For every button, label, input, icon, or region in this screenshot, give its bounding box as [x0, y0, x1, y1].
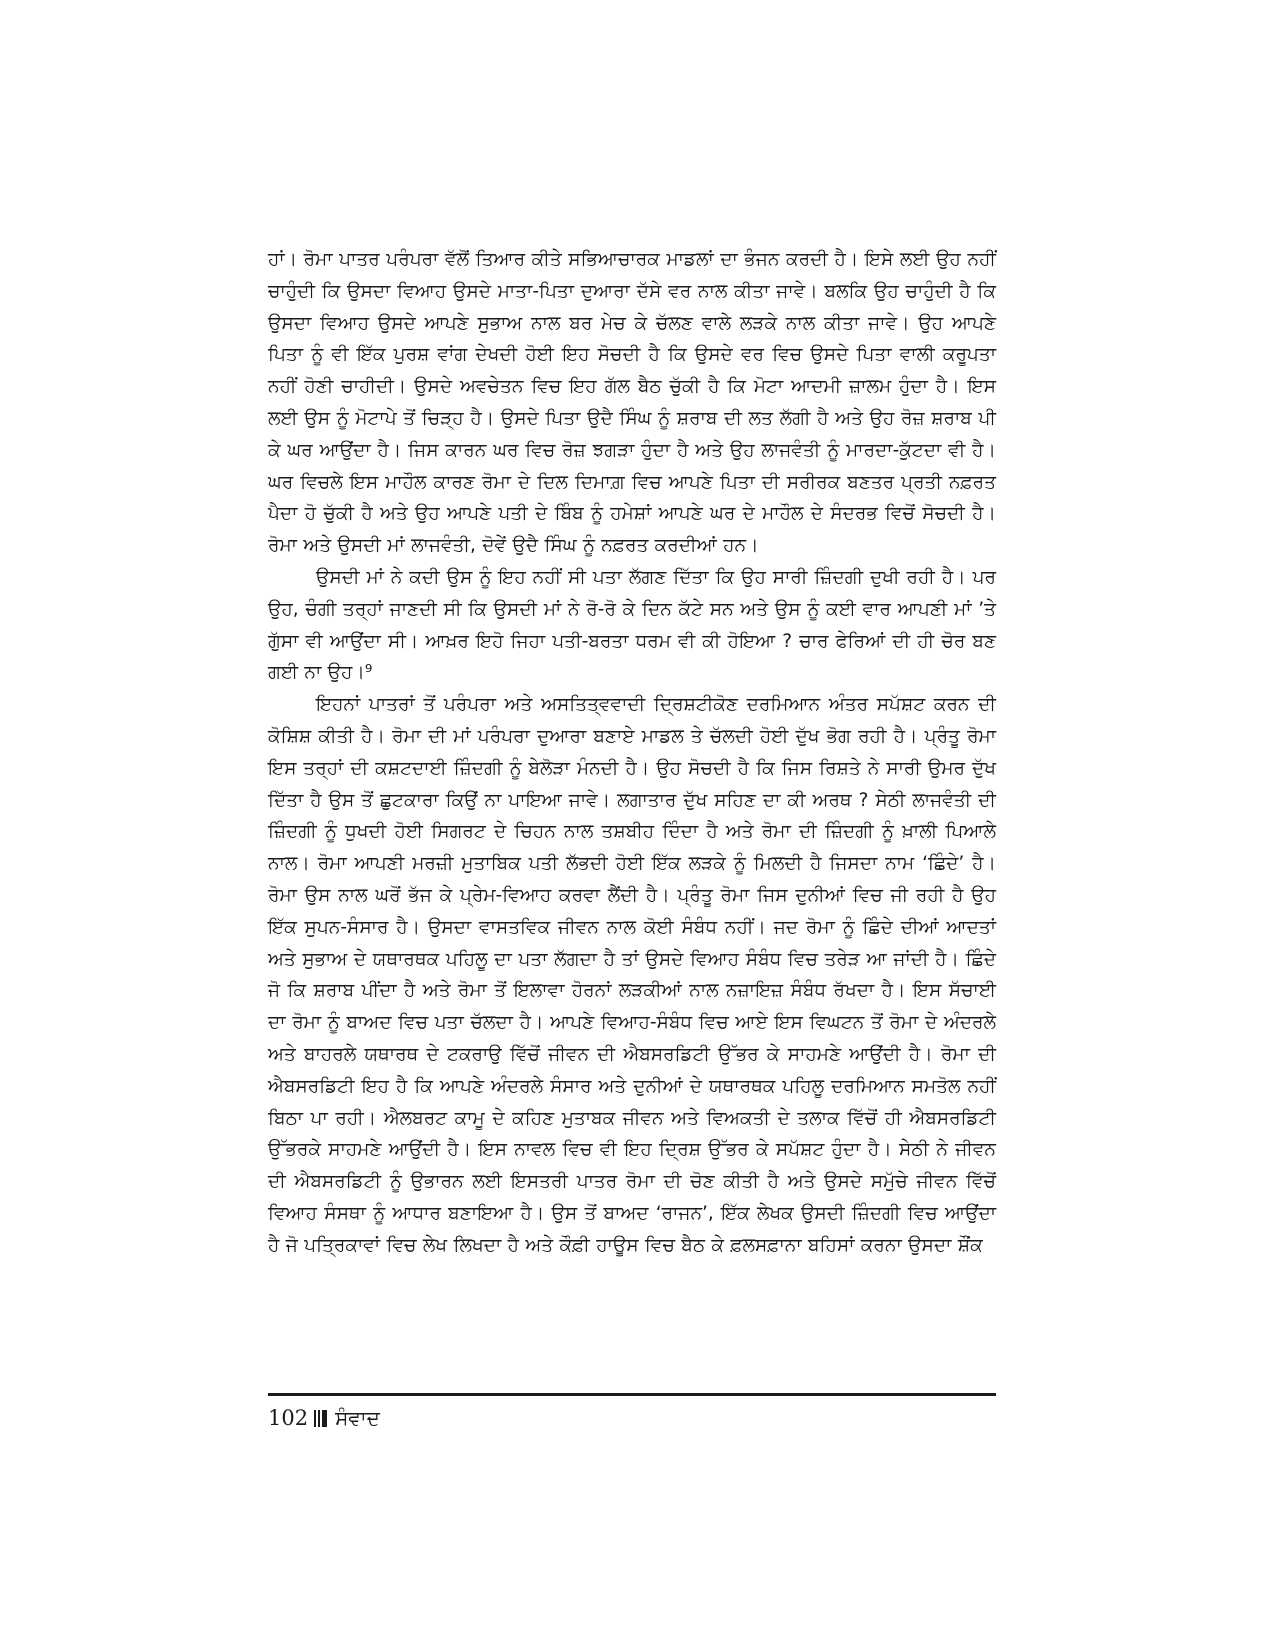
paragraph-2: ਉਸਦੀ ਮਾਂ ਨੇ ਕਦੀ ਉਸ ਨੂੰ ਇਹ ਨਹੀਂ ਸੀ ਪਤਾ ਲੱਗਣ ਦਿੱਤਾ ਕਿ ਉਹ ਸਾਰੀ ਜ਼ਿੰਦਗੀ ਦੁਖੀ ਰਹੀ ਹੈ। ਪਰ ਉਹ, ਚੰਗੀ ਤਰ੍ਹਾਂ ਜਾਣਦੀ ਸੀ ਕਿ ਉਸਦੀ ਮਾਂ ਨੇ ਰੋ-ਰੋ ਕੇ ਦਿਨ ਕੱਟੇ ਸਨ ਅਤੇ ਉਸ ਨੂੰ ਕਈ ਵਾਰ ਆਪਣੀ ਮਾਂ ’ਤੇ ਗੁੱਸਾ ਵੀ ਆਉਂਦਾ ਸੀ। ਆਖ਼ਰ ਇਹੋ ਜਿਹਾ ਪਤੀ-ਬਰਤਾ ਧਰਮ ਵੀ ਕੀ ਹੋਇਆ ? ਚਾਰ ਫੇਰਿਆਂ ਦੀ ਹੀ ਚੋਰ ਬਣ ਗਈ ਨਾ ਉਹ।⁹: [268, 566, 996, 684]
page-footer: [268, 1402, 380, 1434]
journal-name: ਸੰਵਾਦ: [335, 1406, 380, 1430]
paragraph-3: ਇਹਨਾਂ ਪਾਤਰਾਂ ਤੋਂ ਪਰੰਪਰਾ ਅਤੇ ਅਸਤਿਤ੍ਵਵਾਦੀ ਦ੍ਰਿਸ਼ਟੀਕੋਣ ਦਰਮਿਆਨ ਅੰਤਰ ਸਪੱਸ਼ਟ ਕਰਨ ਦੀ ਕੋਸ਼ਿਸ਼ ਕੀਤੀ ਹੈ। ਰੋਮਾ ਦੀ ਮਾਂ ਪਰੰਪਰਾ ਦੁਆਰਾ ਬਣਾਏ ਮਾਡਲ ਤੇ ਚੱਲਦੀ ਹੋਈ ਦੁੱਖ ਭੋਗ ਰਹੀ ਹੈ। ਪ੍ਰੰਤੂ ਰੋਮਾ ਇਸ ਤਰ੍ਹਾਂ ਦੀ ਕਸ਼ਟਦਾਈ ਜ਼ਿੰਦਗੀ ਨੂੰ ਬੇਲੋੜਾ ਮੰਨਦੀ ਹੈ। ਉਹ ਸੋਚਦੀ ਹੈ ਕਿ ਜਿਸ ਰਿਸ਼ਤੇ ਨੇ ਸਾਰੀ ਉਮਰ ਦੁੱਖ ਦਿੱਤਾ ਹੈ ਉਸ ਤੋਂ ਛੁਟਕਾਰਾ ਕਿਉਂ ਨਾ ਪਾਇਆ ਜਾਵੇ। ਲਗਾਤਾਰ ਦੁੱਖ ਸਹਿਣ ਦਾ ਕੀ ਅਰਥ ? ਸੇਠੀ ਲਾਜਵੰਤੀ ਦੀ ਜ਼ਿੰਦਗੀ ਨੂੰ ਧੁਖਦੀ ਹੋਈ ਸਿਗਰਟ ਦੇ ਚਿਹਨ ਨਾਲ ਤਸ਼ਬੀਹ ਦਿੰਦਾ ਹੈ ਅਤੇ ਰੋਮਾ ਦੀ ਜ਼ਿੰਦਗੀ ਨੂੰ ਖ਼ਾਲੀ ਪਿਆਲੇ ਨਾਲ। ਰੋਮਾ ਆਪਣੀ ਮਰਜ਼ੀ ਮੁਤਾਬਿਕ ਪਤੀ ਲੱਭਦੀ ਹੋਈ ਇੱਕ ਲੜਕੇ ਨੂੰ ਮਿਲਦੀ ਹੈ ਜਿਸਦਾ ਨਾਮ ‘ਛਿੰਦੇ’ ਹੈ। ਰੋਮਾ ਉਸ ਨਾਲ ਘਰੋਂ ਭੱਜ ਕੇ ਪ੍ਰੇਮ-ਵਿਆਹ ਕਰਵਾ ਲੈਂਦੀ ਹੈ। ਪ੍ਰੰਤੂ ਰੋਮਾ ਜਿਸ ਦੁਨੀਆਂ ਵਿਚ ਜੀ ਰਹੀ ਹੈ ਉਹ ਇੱਕ ਸੁਪਨ-ਸੰਸਾਰ ਹੈ। ਉਸਦਾ ਵਾਸਤਵਿਕ ਜੀਵਨ ਨਾਲ ਕੋਈ ਸੰਬੰਧ ਨਹੀਂ। ਜਦ ਰੋਮਾ ਨੂੰ ਛਿੰਦੇ ਦੀਆਂ ਆਦਤਾਂ ਅਤੇ ਸੁਭਾਅ ਦੇ ਯਥਾਰਥਕ ਪਹਿਲੂ ਦਾ ਪਤਾ ਲੱਗਦਾ ਹੈ ਤਾਂ ਉਸਦੇ ਵਿਆਹ ਸੰਬੰਧ ਵਿਚ ਤਰੇੜ ਆ ਜਾਂਦੀ ਹੈ। ਛਿੰਦੇ ਜੋ ਕਿ ਸ਼ਰਾਬ ਪੀਂਦਾ ਹੈ ਅਤੇ ਰੋਮਾ ਤੋਂ ਇਲਾਵਾ ਹੋਰਨਾਂ ਲੜਕੀਆਂ ਨਾਲ ਨਜ਼ਾਇਜ਼ ਸੰਬੰਧ ਰੱਖਦਾ ਹੈ। ਇਸ ਸੱਚਾਈ ਦਾ ਰੋਮਾ ਨੂੰ ਬਾਅਦ ਵਿਚ ਪਤਾ ਚੱਲਦਾ ਹੈ। ਆਪਣੇ ਵਿਆਹ-ਸੰਬੰਧ ਵਿਚ ਆਏ ਇਸ ਵਿਘਟਨ ਤੋਂ ਰੋਮਾ ਦੇ ਅੰਦਰਲੇ ਅਤੇ ਬਾਹਰਲੇ ਯਥਾਰਥ ਦੇ ਟਕਰਾਉ ਵਿੱਚੋਂ ਜੀਵਨ ਦੀ ਐਬਸਰਡਿਟੀ ਉੱਭਰ ਕੇ ਸਾਹਮਣੇ ਆਉਂਦੀ ਹੈ। ਰੋਮਾ ਦੀ ਐਬਸਰਡਿਟੀ ਇਹ ਹੈ ਕਿ ਆਪਣੇ ਅੰਦਰਲੇ ਸੰਸਾਰ ਅਤੇ ਦੁਨੀਆਂ ਦੇ ਯਥਾਰਥਕ ਪਹਿਲੂ ਦਰਮਿਆਨ ਸਮਤੋਲ ਨਹੀਂ ਬਿਠਾ ਪਾ ਰਹੀ। ਐਲਬਰਟ ਕਾਮੂ ਦੇ ਕਹਿਣ ਮੁਤਾਬਕ ਜੀਵਨ ਅਤੇ ਵਿਅਕਤੀ ਦੇ ਤਲਾਕ ਵਿੱਚੋਂ ਹੀ ਐਬਸਰਡਿਟੀ ਉੱਭਰਕੇ ਸਾਹਮਣੇ ਆਉਂਦੀ ਹੈ। ਇਸ ਨਾਵਲ ਵਿਚ ਵੀ ਇਹ ਦ੍ਰਿਸ਼ ਉੱਭਰ ਕੇ ਸਪੱਸ਼ਟ ਹੁੰਦਾ ਹੈ। ਸੇਠੀ ਨੇ ਜੀਵਨ ਦੀ ਐਬਸਰਡਿਟੀ ਨੂੰ ਉਭਾਰਨ ਲਈ ਇਸਤਰੀ ਪਾਤਰ ਰੋਮਾ ਦੀ ਚੋਣ ਕੀਤੀ ਹੈ ਅਤੇ ਉਸਦੇ ਸਮੁੱਚੇ ਜੀਵਨ ਵਿੱਚੋਂ ਵਿਆਹ ਸੰਸਥਾ ਨੂੰ ਆਧਾਰ ਬਣਾਇਆ ਹੈ। ਉਸ ਤੋਂ ਬਾਅਦ ‘ਰਾਜਨ’, ਇੱਕ ਲੇਖਕ ਉਸਦੀ ਜ਼ਿੰਦਗੀ ਵਿਚ ਆਉਂਦਾ ਹੈ ਜੋ ਪਤ੍ਰਿਕਾਵਾਂ ਵਿਚ ਲੇਖ ਲਿਖਦਾ ਹੈ ਅਤੇ ਕੌਫ਼ੀ ਹਾਊਸ ਵਿਚ ਬੈਠ ਕੇ ਫ਼ਲਸਫ਼ਾਨਾ ਬਹਿਸਾਂ ਕਰਨਾ ਉਸਦਾ ਸ਼ੌਂਕ: [268, 694, 996, 1256]
page-number: 102: [268, 1406, 309, 1430]
footer-rule: [268, 1393, 996, 1396]
triple-bar-separator-icon: [314, 1410, 329, 1427]
paragraph-1: ਹਾਂ। ਰੋਮਾ ਪਾਤਰ ਪਰੰਪਰਾ ਵੱਲੋਂ ਤਿਆਰ ਕੀਤੇ ਸਭਿਆਚਾਰਕ ਮਾਡਲਾਂ ਦਾ ਭੰਜਨ ਕਰਦੀ ਹੈ। ਇਸੇ ਲਈ ਉਹ ਨਹੀਂ ਚਾਹੁੰਦੀ ਕਿ ਉਸਦਾ ਵਿਆਹ ਉਸਦੇ ਮਾਤਾ-ਪਿਤਾ ਦੁਆਰਾ ਦੱਸੇ ਵਰ ਨਾਲ ਕੀਤਾ ਜਾਵੇ। ਬਲਕਿ ਉਹ ਚਾਹੁੰਦੀ ਹੈ ਕਿ ਉਸਦਾ ਵਿਆਹ ਉਸਦੇ ਆਪਣੇ ਸੁਭਾਅ ਨਾਲ ਬਰ ਮੇਚ ਕੇ ਚੱਲਣ ਵਾਲੇ ਲੜਕੇ ਨਾਲ ਕੀਤਾ ਜਾਵੇ। ਉਹ ਆਪਣੇ ਪਿਤਾ ਨੂੰ ਵੀ ਇੱਕ ਪੁਰਸ਼ ਵਾਂਗ ਦੇਖਦੀ ਹੋਈ ਇਹ ਸੋਚਦੀ ਹੈ ਕਿ ਉਸਦੇ ਵਰ ਵਿਚ ਉਸਦੇ ਪਿਤਾ ਵਾਲੀ ਕਰੂਪਤਾ ਨਹੀਂ ਹੋਣੀ ਚਾਹੀਦੀ। ਉਸਦੇ ਅਵਚੇਤਨ ਵਿਚ ਇਹ ਗੱਲ ਬੈਠ ਚੁੱਕੀ ਹੈ ਕਿ ਮੋਟਾ ਆਦਮੀ ਜ਼ਾਲਮ ਹੁੰਦਾ ਹੈ। ਇਸ ਲਈ ਉਸ ਨੂੰ ਮੋਟਾਪੇ ਤੋਂ ਚਿੜ੍ਹ ਹੈ। ਉਸਦੇ ਪਿਤਾ ਉਦੈ ਸਿੰਘ ਨੂੰ ਸ਼ਰਾਬ ਦੀ ਲਤ ਲੱਗੀ ਹੈ ਅਤੇ ਉਹ ਰੋਜ਼ ਸ਼ਰਾਬ ਪੀ ਕੇ ਘਰ ਆਉਂਦਾ ਹੈ। ਜਿਸ ਕਾਰਨ ਘਰ ਵਿਚ ਰੋਜ਼ ਝਗੜਾ ਹੁੰਦਾ ਹੈ ਅਤੇ ਉਹ ਲਾਜਵੰਤੀ ਨੂੰ ਮਾਰਦਾ-ਕੁੱਟਦਾ ਵੀ ਹੈ। ਘਰ ਵਿਚਲੇ ਇਸ ਮਾਹੌਲ ਕਾਰਣ ਰੋਮਾ ਦੇ ਦਿਲ ਦਿਮਾਗ਼ ਵਿਚ ਆਪਣੇ ਪਿਤਾ ਦੀ ਸਰੀਰਕ ਬਣਤਰ ਪ੍ਰਤੀ ਨਫ਼ਰਤ ਪੈਦਾ ਹੋ ਚੁੱਕੀ ਹੈ ਅਤੇ ਉਹ ਆਪਣੇ ਪਤੀ ਦੇ ਬਿੰਬ ਨੂੰ ਹਮੇਸ਼ਾਂ ਆਪਣੇ ਘਰ ਦੇ ਮਾਹੌਲ ਦੇ ਸੰਦਰਭ ਵਿਚੋਂ ਸੋਚਦੀ ਹੈ। ਰੋਮਾ ਅਤੇ ਉਸਦੀ ਮਾਂ ਲਾਜਵੰਤੀ, ਦੋਵੇਂ ਉਦੈ ਸਿੰਘ ਨੂੰ ਨਫ਼ਰਤ ਕਰਦੀਆਂ ਹਨ।: [268, 249, 996, 557]
body-text: [268, 244, 996, 1262]
